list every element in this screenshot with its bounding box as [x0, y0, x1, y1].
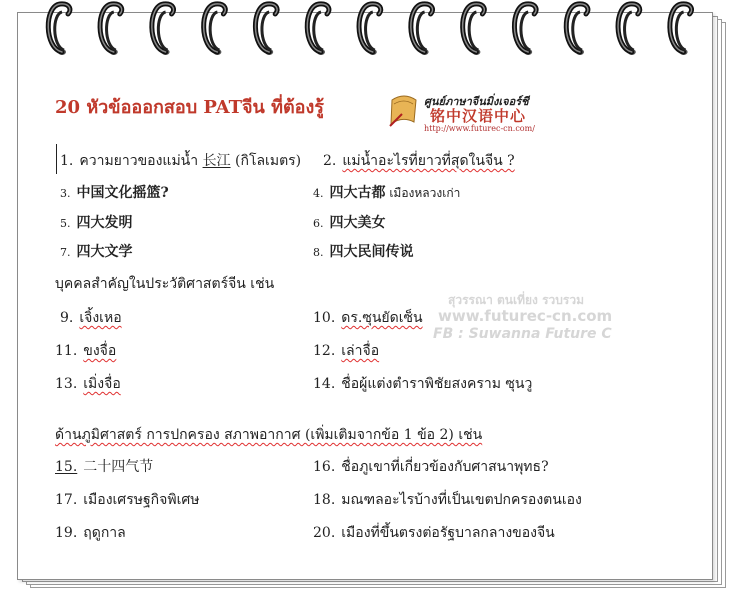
item-number: 13. [55, 376, 78, 392]
section-text: ด้านภูมิศาสตร์ การปกครอง สภาพอากาศ (เพิ่มเติมจากข้อ 1 ข้อ 2) เช่น [55, 427, 483, 443]
list-item-7 [60, 241, 133, 261]
item-text: 四大文学 [76, 244, 133, 260]
item-text: เจิ้งเหอ [79, 310, 122, 326]
item-number: 9. [60, 310, 74, 326]
watermark-website: www.futurec-cn.com [438, 307, 613, 325]
list-item-19 [55, 522, 126, 544]
binding-ring [152, 4, 174, 55]
item-number: 14. [313, 376, 336, 392]
list-item-12 [313, 340, 379, 362]
logo-url: http://www.futurec-cn.com/ [424, 124, 535, 133]
item-number: 1. [60, 153, 74, 169]
item-text: 中国文化摇篮? [76, 185, 169, 201]
page-title: 20 หัวข้อออกสอบ PATจีน ที่ต้องรู้ [55, 97, 324, 118]
list-item-6 [313, 212, 386, 232]
item-text: 二十四气节 [83, 459, 154, 475]
item-text: เมิ่งจื่อ [83, 376, 121, 392]
list-item-16 [313, 456, 549, 478]
item-text: ฤดูกาล [83, 525, 126, 541]
watermark-facebook: FB : Suwanna Future C [433, 326, 612, 342]
item-number: 2. [323, 153, 337, 169]
item-highlight: 长江 [202, 153, 231, 169]
item-number: 16. [313, 459, 336, 475]
binding-ring [255, 4, 277, 55]
binding-ring [566, 4, 588, 55]
item-text: เมืองเศรษฐกิจพิเศษ [83, 492, 200, 508]
item-number: 3. [60, 187, 71, 200]
item-number: 17. [55, 492, 78, 508]
list-item-10 [313, 307, 423, 329]
binding-ring [204, 4, 226, 55]
item-number: 20. [313, 525, 336, 541]
list-item-4 [313, 182, 460, 203]
list-item-3 [60, 182, 169, 202]
binding-ring [307, 4, 329, 55]
item-number: 8. [313, 246, 324, 259]
item-number: 6. [313, 217, 324, 230]
item-number: 7. [60, 246, 71, 259]
binding-ring [100, 4, 122, 55]
binding-ring [670, 4, 692, 55]
item-text: ความยาวของแม่น้ำ [79, 153, 203, 169]
item-number: 12. [313, 343, 336, 359]
item-suffix: (กิโลเมตร) [230, 153, 302, 169]
watermark-author: สุวรรณา ตนเที่ยง รวบรวม [448, 293, 584, 307]
text-cursor [56, 144, 57, 174]
item-number: 15. [55, 459, 78, 475]
item-text: ชื่อผู้แต่งตำราพิชัยสงคราม ซุนวู [341, 376, 533, 392]
item-number: 10. [313, 310, 336, 326]
scroll-logo-icon [388, 92, 420, 130]
binding-ring [463, 4, 485, 55]
item-text: 四大民间传说 [329, 244, 414, 260]
list-item-5 [60, 212, 133, 232]
item-text: ชื่อภูเขาที่เกี่ยวข้องกับศาสนาพุทธ? [341, 459, 549, 475]
item-text: ดร.ซุนยัดเซ็น [341, 310, 423, 326]
item-text: 四大美女 [329, 215, 386, 231]
item-number: 5. [60, 217, 71, 230]
binding-ring [359, 4, 381, 55]
item-suffix: เมืองหลวงเก่า [385, 186, 461, 200]
logo-thai-name: ศูนย์ภาษาจีนมิ่งเจอร์ชี [424, 95, 529, 108]
item-number: 19. [55, 525, 78, 541]
item-text: เล่าจื่อ [341, 343, 380, 359]
item-number: 4. [313, 187, 324, 200]
binding-ring [514, 4, 536, 55]
list-item-13 [55, 373, 121, 395]
item-text: 四大发明 [76, 215, 133, 231]
list-item-2 [323, 150, 515, 172]
list-item-8 [313, 241, 414, 261]
list-item-9 [60, 307, 122, 329]
item-text: แม่น้ำอะไรที่ยาวที่สุดในจีน ? [342, 153, 515, 169]
list-item-11 [55, 340, 116, 362]
item-text: เมืองที่ขึ้นตรงต่อรัฐบาลกลางของจีน [341, 525, 555, 541]
list-item-18 [313, 489, 582, 511]
list-item-20 [313, 522, 555, 544]
logo [388, 92, 538, 136]
logo-chinese-name: 铭中汉语中心 [430, 107, 527, 125]
section-heading-people: บุคคลสำคัญในประวัติศาสตร์จีน เช่น [55, 276, 275, 292]
binding-ring [411, 4, 433, 55]
item-number: 11. [55, 343, 78, 359]
item-text: มณฑลอะไรบ้างที่เป็นเขตปกครองตนเอง [341, 492, 582, 508]
spiral-binding [0, 0, 731, 70]
binding-ring [618, 4, 640, 55]
item-number: 18. [313, 492, 336, 508]
item-text: ขงจื่อ [83, 343, 117, 359]
section-heading-geography [55, 424, 482, 446]
list-item-15 [55, 456, 153, 476]
list-item-17 [55, 489, 199, 511]
list-item-14 [313, 373, 532, 395]
list-item-1 [60, 150, 301, 172]
item-text: 四大古都 [329, 185, 386, 201]
binding-ring [48, 4, 70, 55]
